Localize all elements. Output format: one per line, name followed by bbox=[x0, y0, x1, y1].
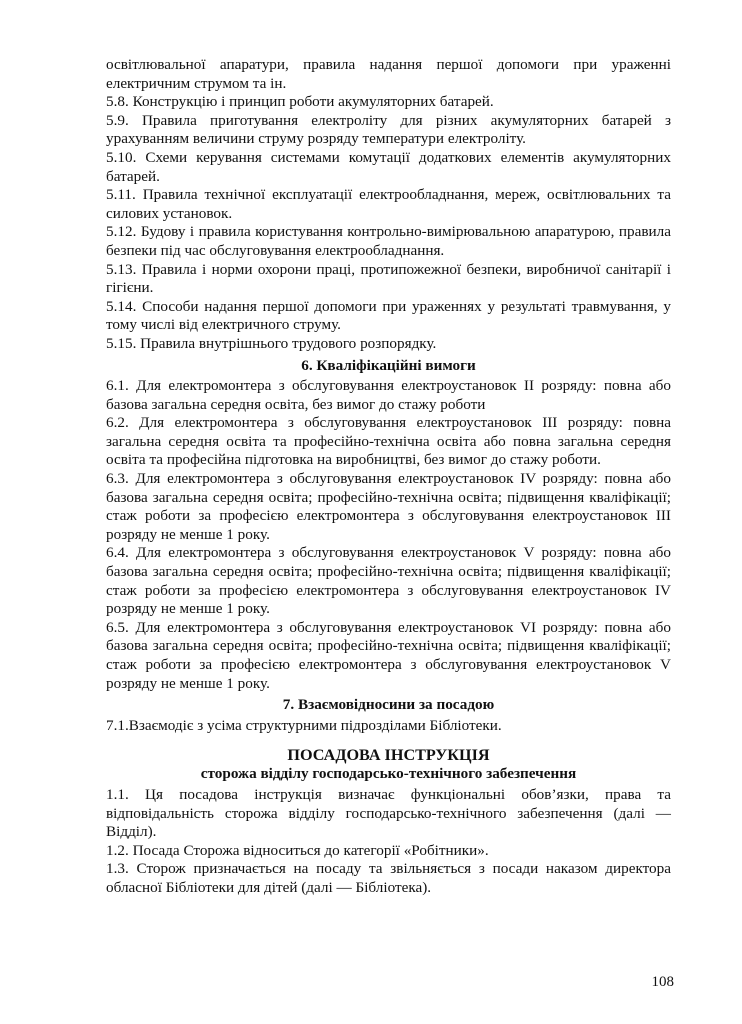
document-subtitle: сторожа відділу господарсько-технічного забезпечення bbox=[200, 765, 577, 783]
paragraph: 6.4. Для електромонтера з обслуговування електроустановок V розряду: повна або базова загальна середня освіта; професійно-технічна освіта; підвищення кваліфікації; стаж роботи за професією електромонтера з обслуговування електроустановок IV розряду не менше 1 року. bbox=[106, 544, 671, 618]
paragraph: 5.14. Способи надання першої допомоги при ураженнях у результаті травмування, у тому числі від електричного струму. bbox=[106, 297, 671, 334]
paragraph: 6.3. Для електромонтера з обслуговування електроустановок IV розряду: повна або базова загальна середня освіта; професійно-технічна освіта; підвищення кваліфікації; стаж роботи за професією електромонтера з обслуговування електроустановок III розряду не менше 1 року. bbox=[106, 470, 671, 543]
paragraph: 5.12. Будову і правила користування контрольно-вимірювальною апаратурою, правила безпеки під час обслуговування електрообладнання. bbox=[106, 223, 671, 259]
document-title: ПОСАДОВА ІНСТРУКЦІЯ bbox=[287, 746, 490, 765]
paragraph: 5.15. Правила внутрішнього трудового розпорядку. bbox=[106, 334, 437, 352]
paragraph: 7.1.Взаємодіє з усіма структурними підрозділами Бібліотеки. bbox=[106, 716, 502, 734]
page-number: 108 bbox=[651, 974, 674, 990]
paragraph: 1.1. Ця посадова інструкція визначає функціональні обов’язки, права та відповідальність сторожа відділу господарсько-технічного забезпечення (далі — Відділ). bbox=[106, 785, 671, 841]
paragraph: 5.8. Конструкцію і принцип роботи акумуляторних батарей. bbox=[106, 93, 494, 111]
section-heading: 7. Взаємовідносини за посадою bbox=[282, 696, 495, 714]
paragraph: освітлювальної апаратури, правила надання першої допомоги при ураженні електричним струмом та ін. bbox=[106, 56, 671, 92]
paragraph: 1.2. Посада Сторожа відноситься до категорії «Робітники». bbox=[106, 841, 489, 859]
paragraph: 6.1. Для електромонтера з обслуговування електроустановок II розряду: повна або базова загальна середня освіта, без вимог до стажу роботи bbox=[106, 377, 671, 413]
paragraph: 6.2. Для електромонтера з обслуговування електроустановок III розряду: повна загальна середня освіта та професійно-технічна освіта або повна загальна середня освіта та професійна підготовка на виробництві, без вимог до стажу роботи. bbox=[106, 414, 671, 469]
paragraph: 5.11. Правила технічної експлуатації електрообладнання, мереж, освітлювальних та силових установок. bbox=[106, 186, 671, 222]
document-page bbox=[106, 56, 671, 898]
paragraph: 6.5. Для електромонтера з обслуговування електроустановок VI розряду: повна або базова загальна середня освіта; професійно-технічна освіта; підвищення кваліфікації; стаж роботи за професією електромонтера з обслуговування електроустановок V розряду не менше 1 року. bbox=[106, 618, 671, 692]
paragraph: 1.3. Сторож призначається на посаду та звільняється з посади наказом директора обласної Бібліотеки для дітей (далі — Бібліотека). bbox=[106, 860, 671, 896]
paragraph: 5.9. Правила приготування електроліту для різних акумуляторних батарей з урахуванням величини струму розряду температури електроліту. bbox=[106, 111, 671, 148]
paragraph: 5.13. Правила і норми охорони праці, протипожежної безпеки, виробничої санітарії і гігієни. bbox=[106, 260, 671, 297]
paragraph: 5.10. Схеми керування системами комутації додаткових елементів акумуляторних батарей. bbox=[106, 148, 671, 185]
section-heading: 6. Кваліфікаційні вимоги bbox=[301, 356, 476, 374]
